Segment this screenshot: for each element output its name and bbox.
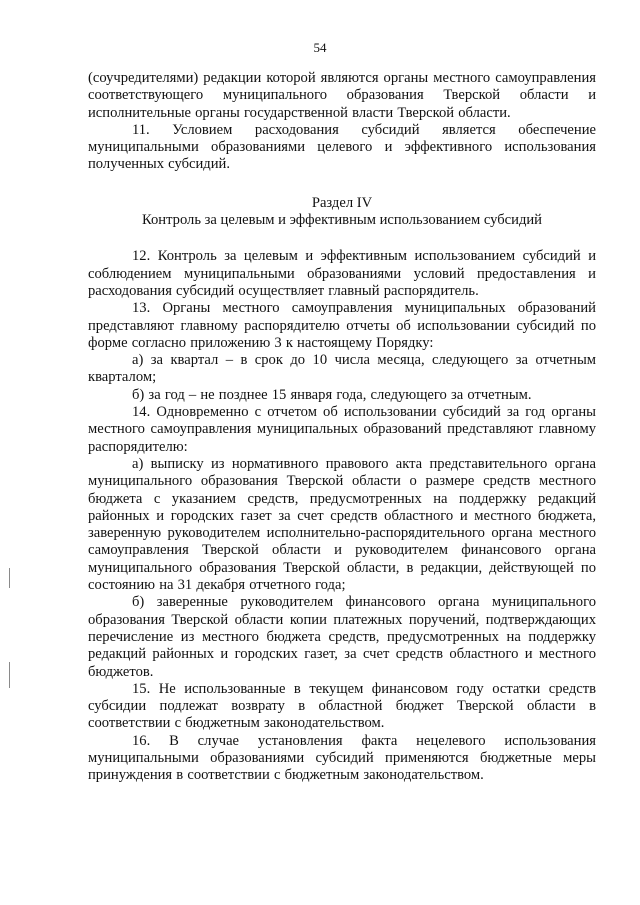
spacer (88, 174, 596, 195)
margin-scan-mark (9, 662, 10, 688)
margin-scan-mark (9, 568, 10, 588)
paragraph-13: 13. Органы местного самоуправления муниципальных образований представляют главному распорядителю отчеты об использовании субсидий по форме согласно приложению 3 к настоящему Порядку: (88, 300, 596, 351)
paragraph-14-a: а) выписку из нормативного правового акта представительного органа муниципального образования Тверской области о размере средств местного бюджета с указанием средств, предусмотренных на поддержку редакций районных и городских газет за счет средств областного и местного бюджета, заверенную руководителем исполнительно-распорядительного органа местного самоуправления Тверской области и руководителем финансового органа муниципального образования Тверской области, в редакции, действующей по состоянию на 31 декабря отчетного года; (88, 455, 596, 594)
paragraph-15: 15. Не использованные в текущем финансовом году остатки средств субсидии подлежат возврату в областной бюджет Тверской области в соответствии с бюджетным законодательством. (88, 680, 596, 732)
paragraph-12: 12. Контроль за целевым и эффективным использованием субсидий и соблюдением муниципальными образованиями условий предоставления и расходования субсидий осуществляет главный распорядитель. (88, 248, 596, 299)
section-title: Раздел IV (311, 194, 373, 211)
page-number: 54 (313, 40, 327, 55)
document-body (88, 70, 596, 785)
paragraph-11: 11. Условием расходования субсидий является обеспечение муниципальными образованиями целевого и эффективного использования полученных субсидий. (88, 121, 596, 173)
paragraph-13-b: б) за год – не позднее 15 января года, следующего за отчетным. (132, 386, 532, 403)
spacer (88, 229, 596, 248)
paragraph-continuation: (соучредителями) редакции которой являются органы местного самоуправления соответствующего муниципального образования Тверской области и исполнительные органы государственной власти Тверской области. (88, 70, 596, 121)
paragraph-16: 16. В случае установления факта нецелевого использования муниципальными образованиями субсидий применяются бюджетные меры принуждения в соответствии с бюджетным законодательством. (88, 732, 596, 784)
paragraph-14-b: б) заверенные руководителем финансового органа муниципального образования Тверской области копии платежных поручений, подтверждающих перечисление из местного бюджета средств, предусмотренных на поддержку редакций районных и городских газет, за счет средств областного и местного бюджетов. (88, 594, 596, 680)
paragraph-13-a: а) за квартал – в срок до 10 числа месяца, следующего за отчетным кварталом; (88, 352, 596, 386)
section-subtitle: Контроль за целевым и эффективным использованием субсидий (141, 212, 542, 229)
paragraph-14: 14. Одновременно с отчетом об использовании субсидий за год органы местного самоуправления муниципальных образований представляют главному распорядителю: (88, 404, 596, 455)
